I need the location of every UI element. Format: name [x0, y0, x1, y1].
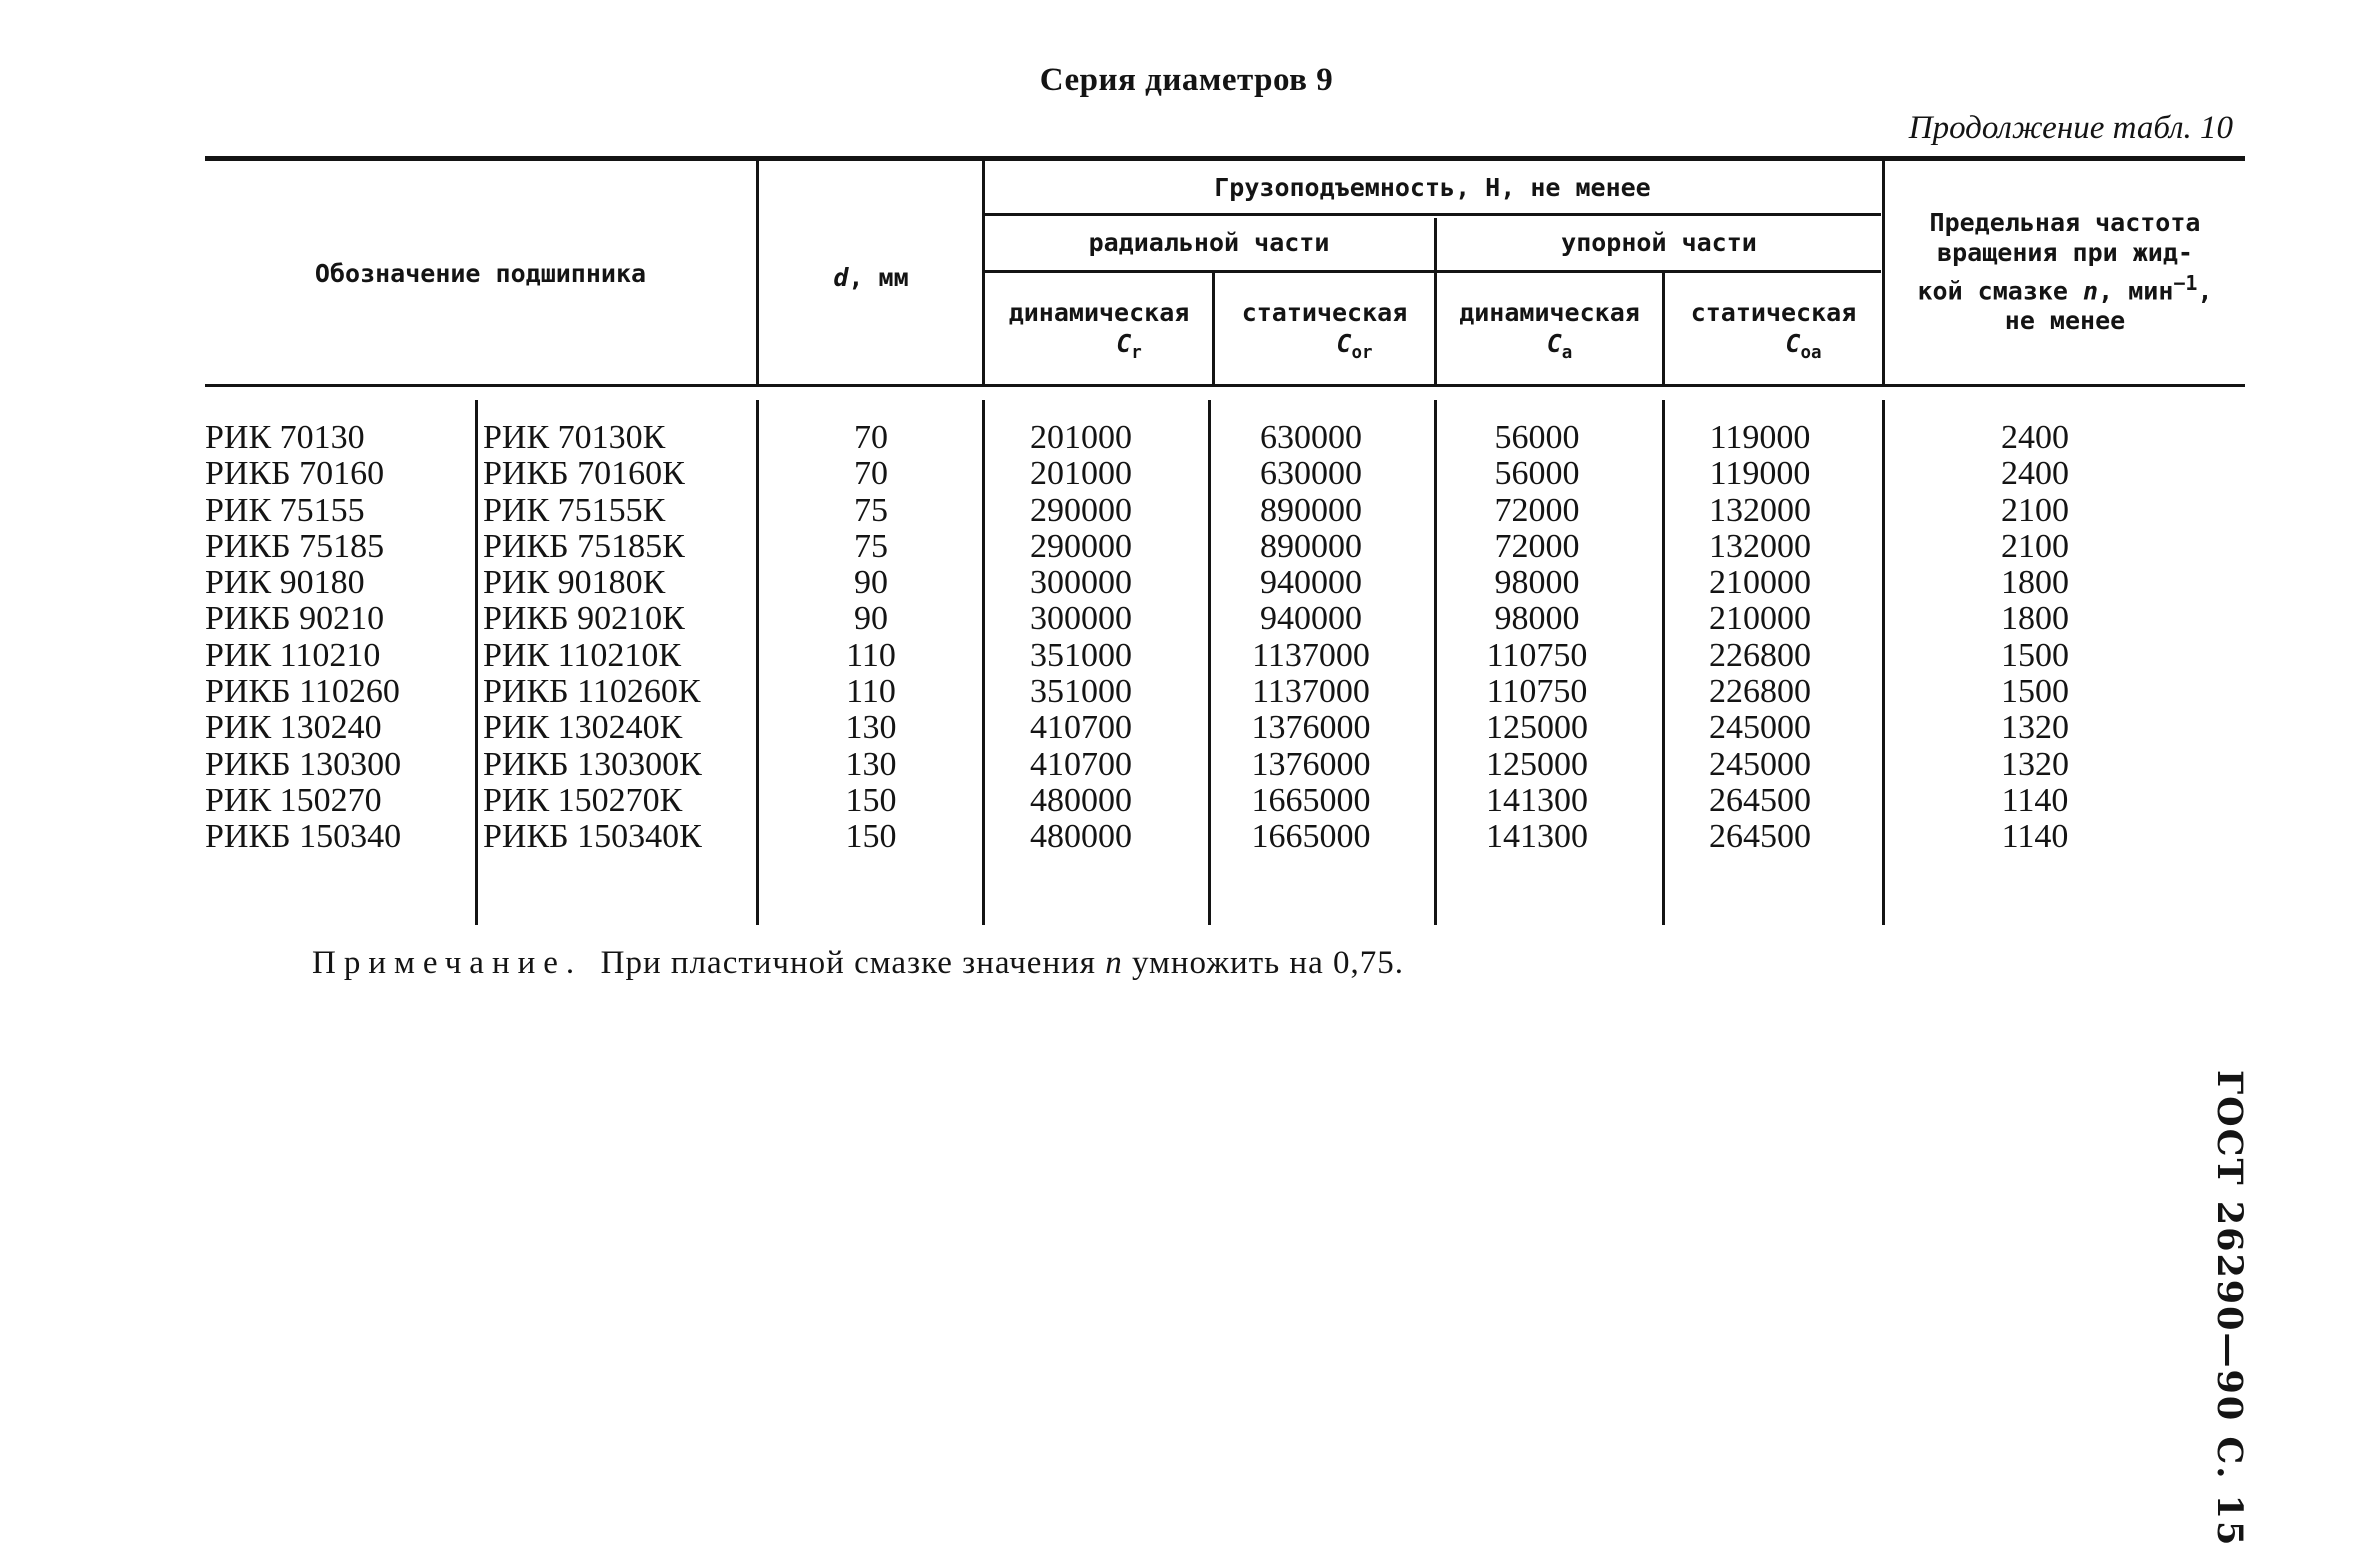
table-cell-n: 1800	[2001, 600, 2069, 638]
table-cell-ca: 141300	[1486, 818, 1588, 856]
header-coa: статическая $C_{oa}$	[1690, 298, 1857, 364]
table-cell-d: 130	[845, 745, 897, 783]
table-cell-b: РИК 130240К	[483, 709, 683, 747]
capacity-header-rule	[984, 213, 1881, 216]
table-cell-ca: 72000	[1494, 491, 1580, 529]
table-cell-cor: 890000	[1260, 527, 1362, 565]
rule-body-after-designation	[756, 400, 759, 925]
rule-body-after-d	[982, 400, 985, 925]
table-cell-cr: 300000	[1030, 600, 1132, 638]
table-cell-cor: 630000	[1260, 455, 1362, 493]
table-cell-a: РИК 75155	[205, 491, 365, 529]
table-cell-coa: 226800	[1709, 673, 1811, 711]
cr-column	[986, 420, 1176, 856]
table-cell-cor: 1665000	[1251, 781, 1371, 819]
table-cell-n: 1500	[2001, 636, 2069, 674]
table-cell-d: 75	[854, 491, 888, 529]
table-cell-d: 70	[854, 419, 888, 456]
rule-between-designations	[475, 400, 478, 925]
table-cell-b: РИКБ 75185К	[483, 527, 685, 565]
table-cell-cor: 630000	[1260, 419, 1362, 456]
table-cell-cor: 1137000	[1252, 673, 1370, 711]
table-cell-d: 150	[845, 781, 897, 819]
table-cell-a: РИКБ 130300	[205, 745, 402, 783]
cor-column	[1212, 420, 1410, 856]
table-cell-ca: 125000	[1486, 745, 1588, 783]
header-designation: Обозначение подшипника	[314, 259, 647, 288]
table-cell-n: 1320	[2001, 709, 2069, 747]
table-cell-d: 110	[846, 673, 896, 711]
part-header-rule	[984, 270, 1881, 273]
ca-column	[1437, 420, 1637, 856]
table-cell-n: 1500	[2001, 673, 2069, 711]
table-cell-b: РИК 110210К	[483, 636, 682, 674]
table-cell-cr: 300000	[1030, 564, 1132, 602]
table-cell-cr: 410700	[1030, 745, 1132, 783]
table-cell-cor: 940000	[1260, 600, 1362, 638]
table-cell-b: РИКБ 130300К	[483, 745, 702, 783]
table-cell-ca: 110750	[1486, 673, 1588, 711]
table-cell-ca: 56000	[1494, 419, 1580, 456]
table-cell-d: 70	[854, 455, 888, 493]
designation-k-column	[483, 420, 755, 856]
header-thrust-part: упорной части	[1561, 228, 1757, 257]
limit-speed-column	[1885, 420, 2185, 856]
table-cell-cor: 1137000	[1252, 636, 1370, 674]
table-cell-n: 2400	[2001, 455, 2069, 493]
table-cell-coa: 119000	[1709, 419, 1811, 456]
table-cell-coa: 210000	[1709, 600, 1811, 638]
table-cell-ca: 98000	[1494, 600, 1580, 638]
table-cell-b: РИК 150270К	[483, 781, 683, 819]
table-cell-cr: 290000	[1030, 527, 1132, 565]
table-cell-cor: 1376000	[1251, 709, 1371, 747]
table-cell-b: РИКБ 110260К	[483, 673, 701, 711]
table-cell-a: РИКБ 110260	[205, 673, 400, 711]
table-cell-a: РИК 90180	[205, 564, 365, 602]
table-top-rule	[205, 156, 2245, 161]
table-cell-cor: 890000	[1260, 491, 1362, 529]
table-cell-b: РИК 75155К	[483, 491, 666, 529]
table-cell-b: РИК 70130К	[483, 419, 666, 456]
table-cell-b: РИКБ 90210К	[483, 600, 685, 638]
coa-column	[1665, 420, 1855, 856]
header-ca: динамическая $C_a$	[1459, 298, 1640, 364]
gost-page-label: ГОСТ 26290—90 С. 15	[2209, 1070, 2250, 1547]
table-cell-coa: 119000	[1709, 455, 1811, 493]
table-cell-n: 2400	[2001, 419, 2069, 456]
table-cell-cr: 201000	[1030, 455, 1132, 493]
table-note: Примечание. При пластичной смазке значения n умножить на 0,75.	[312, 945, 1404, 981]
table-cell-b: РИКБ 70160К	[483, 455, 685, 493]
table-cell-a: РИК 70130	[205, 419, 365, 456]
table-cell-a: РИКБ 70160	[205, 455, 385, 493]
header-cr: динамическая $C_r$	[1008, 298, 1190, 364]
table-cell-coa: 245000	[1709, 745, 1811, 783]
table-cell-cr: 351000	[1030, 673, 1132, 711]
header-bottom-rule	[205, 384, 2245, 387]
table-cell-n: 1320	[2001, 745, 2069, 783]
table-cell-a: РИК 130240	[205, 709, 382, 747]
table-cell-cr: 410700	[1030, 709, 1132, 747]
table-cell-a: РИКБ 75185	[205, 527, 385, 565]
table-cell-coa: 264500	[1709, 781, 1811, 819]
rule-after-designation	[756, 161, 759, 384]
table-cell-cr: 201000	[1030, 419, 1132, 456]
table-cell-d: 90	[854, 564, 888, 602]
table-cell-coa: 210000	[1709, 564, 1811, 602]
table-cell-ca: 110750	[1486, 636, 1588, 674]
header-capacity: Грузоподъемность, Н, не менее	[1214, 173, 1651, 202]
d-column	[760, 420, 982, 856]
section-title: Серия диаметров 9	[1039, 62, 1334, 98]
table-cell-coa: 264500	[1709, 818, 1811, 856]
table-cell-cr: 290000	[1030, 491, 1132, 529]
table-cell-d: 130	[845, 709, 897, 747]
table-cell-ca: 98000	[1494, 564, 1580, 602]
header-radial-part: радиальной части	[1088, 228, 1330, 257]
table-cell-coa: 245000	[1709, 709, 1811, 747]
table-cell-n: 1800	[2001, 564, 2069, 602]
table-cell-cr: 480000	[1030, 818, 1132, 856]
table-cell-cr: 480000	[1030, 781, 1132, 819]
table-cell-a: РИК 150270	[205, 781, 382, 819]
designation-column	[205, 420, 473, 856]
table-cell-coa: 132000	[1709, 527, 1811, 565]
table-cell-d: 110	[846, 636, 896, 674]
table-cell-cor: 940000	[1260, 564, 1362, 602]
table-cell-d: 150	[845, 818, 897, 856]
table-cell-cor: 1665000	[1251, 818, 1371, 856]
table-cell-coa: 226800	[1709, 636, 1811, 674]
table-cell-cor: 1376000	[1251, 745, 1371, 783]
table-cell-n: 1140	[2001, 818, 2069, 856]
table-cell-d: 75	[854, 527, 888, 565]
table-cell-coa: 132000	[1709, 491, 1811, 529]
table-cell-ca: 141300	[1486, 781, 1588, 819]
table-cell-d: 90	[854, 600, 888, 638]
table-cell-a: РИК 110210	[205, 636, 381, 674]
table-cell-a: РИКБ 150340	[205, 818, 402, 856]
table-cell-a: РИКБ 90210	[205, 600, 385, 638]
table-cell-ca: 72000	[1494, 527, 1580, 565]
header-limit-speed: Предельная частота вращения при жид- кой смазке n, мин$^{-1}$, не менее	[1917, 208, 2213, 336]
table-cell-n: 1140	[2001, 781, 2069, 819]
table-cell-n: 2100	[2001, 491, 2069, 529]
table-cell-ca: 125000	[1486, 709, 1588, 747]
table-cell-n: 2100	[2001, 527, 2069, 565]
table-cell-b: РИКБ 150340К	[483, 818, 702, 856]
table-cell-ca: 56000	[1494, 455, 1580, 493]
table-cell-cr: 351000	[1030, 636, 1132, 674]
header-cor: статическая $C_{or}$	[1241, 298, 1408, 364]
header-d: d, мм	[833, 263, 909, 292]
table-continuation-label: Продолжение табл. 10	[1908, 110, 2233, 146]
table-cell-b: РИК 90180К	[483, 564, 666, 602]
rule-body-after-cr	[1208, 400, 1211, 925]
